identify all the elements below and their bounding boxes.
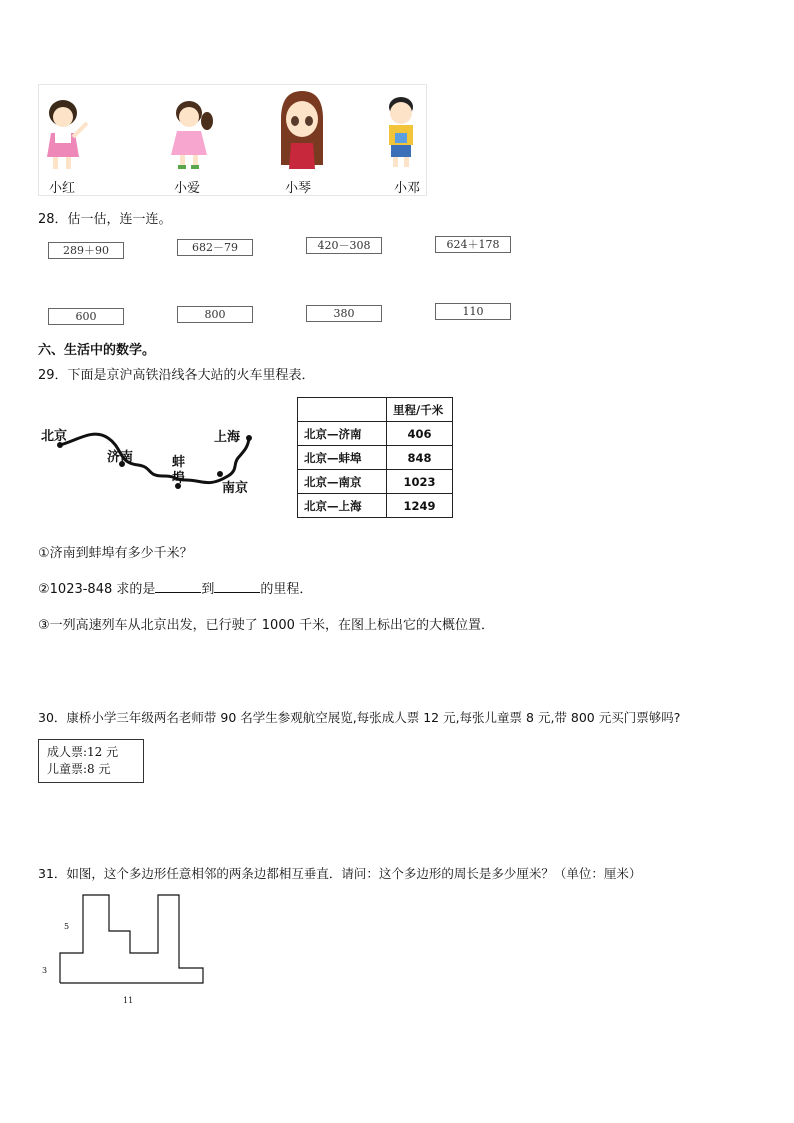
expression-box[interactable]: 682－79 (177, 239, 253, 256)
side-length-label: 3 (42, 966, 48, 975)
mileage-table (297, 397, 453, 518)
character-name: 小邓 (394, 181, 421, 196)
q29-sub1: ①济南到蚌埠有多少千米？ (38, 546, 193, 561)
station-dot (246, 435, 252, 441)
station-label-bengbu: 埠 (172, 471, 186, 486)
ticket-adult: 成人票:12 元 (47, 745, 119, 759)
character-name: 小爱 (174, 181, 201, 196)
km-cell: 406 (387, 422, 453, 446)
route-cell: 北京—济南 (298, 422, 387, 446)
polygon-outline (60, 895, 203, 983)
q30-title: 30．康桥小学三年级两名老师带 90 名学生参观航空展览,每张成人票 12 元,每张儿童票 8 元,带 800 元买门票够吗? (38, 710, 681, 725)
result-box[interactable]: 600 (48, 308, 124, 325)
station-label-bengbu: 蚌 (172, 455, 186, 470)
km-cell: 848 (387, 446, 453, 470)
result-box[interactable]: 800 (177, 306, 253, 323)
route-cell: 北京—蚌埠 (298, 446, 387, 470)
table-row (298, 422, 453, 446)
result-box[interactable]: 380 (306, 305, 382, 322)
q31-title: 31．如图，这个多边形任意相邻的两条边都相互垂直．请问：这个多边形的周长是多少厘米？（单位：厘米） (38, 866, 642, 881)
km-cell: 1023 (387, 470, 453, 494)
characters-illustration (38, 84, 427, 196)
girl-xiaoqin-figure (277, 89, 327, 173)
station-label-beijing: 北京 (41, 429, 68, 444)
character-name: 小红 (49, 181, 76, 196)
side-length-label: 5 (64, 922, 70, 931)
ticket-child: 儿童票:8 元 (47, 762, 111, 776)
q29-sub3: ③一列高速列车从北京出发，已行驶了 1000 千米，在图上标出它的大概位置． (38, 618, 495, 633)
station-label-shanghai: 上海 (214, 430, 241, 445)
expression-box[interactable]: 289＋90 (48, 242, 124, 259)
station-label-nanjing: 南京 (222, 481, 249, 496)
boy-xiaodeng-figure (381, 93, 425, 175)
q29-title: 29．下面是京沪高铁沿线各大站的火车里程表． (38, 368, 315, 383)
station-label-jinan: 济南 (107, 450, 134, 465)
girl-xiaohong-figure (41, 93, 101, 175)
table-header-cell (298, 398, 387, 422)
side-length-label: 11 (123, 996, 134, 1005)
q29-sub2 (38, 578, 312, 597)
table-row (298, 446, 453, 470)
result-box[interactable]: 110 (435, 303, 511, 320)
route-cell: 北京—南京 (298, 470, 387, 494)
polygon-figure (38, 890, 218, 990)
section-title: 六、生活中的数学。 (38, 343, 156, 358)
character-name: 小琴 (285, 181, 312, 196)
table-row (298, 398, 453, 422)
expression-box[interactable]: 624＋178 (435, 236, 511, 253)
route-cell: 北京—上海 (298, 494, 387, 518)
q29-sub2-prefix: ②1023-848 求的是 (38, 582, 156, 597)
table-row (298, 470, 453, 494)
answer-blank[interactable] (155, 580, 201, 593)
q29-sub2-mid: 到 (201, 582, 215, 597)
answer-blank[interactable] (214, 580, 260, 593)
ticket-price-box (38, 739, 144, 783)
expression-box[interactable]: 420－308 (306, 237, 382, 254)
table-row (298, 494, 453, 518)
km-cell: 1249 (387, 494, 453, 518)
table-header-cell: 里程/千米 (387, 398, 453, 422)
q28-title: 28．估一估，连一连。 (38, 212, 172, 227)
girl-xiaoai-figure (167, 95, 227, 175)
q29-sub2-suffix: 的里程． (260, 582, 313, 597)
